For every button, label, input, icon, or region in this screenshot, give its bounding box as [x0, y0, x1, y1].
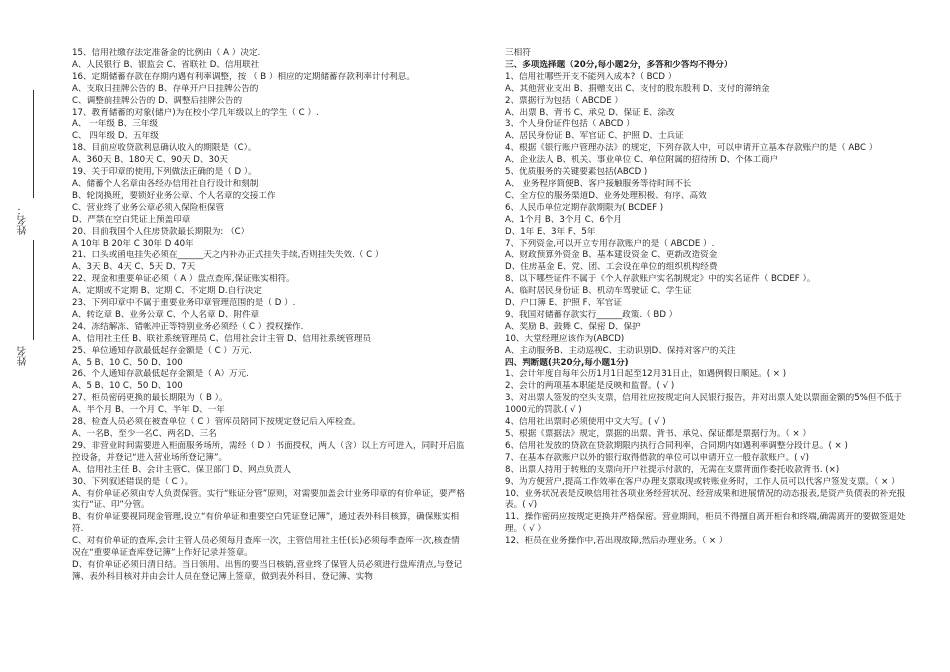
right-line: A、主动服务B、主动巡视C、主动识别D、保持对客户的关注	[505, 345, 736, 356]
right-line: 3、个人身份证件包括（ ABCD ）	[505, 119, 635, 130]
right-line: 1、会计年度自每年公历1月1日起至12月31日止，如遇例假日顺延。( × )	[505, 369, 787, 380]
right-line: 9、我国对储蓄存款实行______政策.（ BD ）	[505, 309, 678, 320]
left-line: A、半个月 B、一个月 C、半年 D、一年	[72, 405, 225, 416]
right-line: A、临时居民身份证 B、机动车驾驶证 C、学生证	[505, 286, 692, 297]
left-line: C、营业终了业务公章必须入保险柜保管	[72, 202, 225, 213]
left-line: A、3天 B、4天 C、5天 D、7天	[72, 262, 196, 273]
left-line: C、对有价单证的查库,会计主管人员必须每月查库一次，主管信用社主任(长)必须每季查库一次,核查情况在“重要单证查库登记簿”上作好记录并签章。	[72, 536, 460, 559]
right-line: 三、多项选择题（20分,每小题2分，多答和少答均不得分）	[505, 59, 733, 70]
left-line: A、有价单证必须由专人负责保管。实行“账证分管”原则，对需要加盖会计业务印章的有价单证，要严格实行“证、印”分管。	[72, 488, 465, 511]
left-line: 20、目前我国个人住房贷款最长期限为: （C）	[72, 226, 250, 237]
left-line: D、严禁在空白凭证上预盖印章	[72, 214, 191, 225]
left-line: 24、冻结解冻、错帐冲正等特别业务必须经（ C ）授权操作.	[72, 321, 304, 332]
right-line: A、奖励 B、鼓舞 C、保密 D、保护	[505, 321, 641, 332]
left-line: 19、关于印章的使用,下列做法正确的是（ D ）。	[72, 167, 257, 178]
right-line: A、1个月 B、3个月 C、6个月	[505, 214, 622, 225]
right-line: A、财政预算外资金 B、基本建设资金 C、更新改造资金	[505, 250, 718, 261]
left-line: A、定期或不定期 B、定期 C、不定期 D.自行决定	[72, 286, 263, 297]
right-line: 四、判断题(共20分,每小题1分)	[505, 357, 629, 368]
left-line: A、 一年级 B、三年级	[72, 119, 158, 130]
right-line: D、住房基金 E、党、团、工会设在单位的组织机构经费	[505, 262, 718, 273]
right-line: 6、信用社发放的贷款在贷款期限内执行合同利率，合同期内如遇利率调整分段计息。( × )	[505, 440, 848, 451]
left-line: C、 四年级 D、五年级	[72, 131, 159, 142]
right-line: D、1年 E、3年 F、5年	[505, 226, 596, 237]
left-line: A、360天 B、180天 C、90天 D、30天	[72, 155, 229, 166]
right-line: 10、大堂经理应该作为(ABCD)	[505, 333, 625, 344]
left-line: 27、柜员密码更换的最长期限为（ B ）。	[72, 393, 228, 404]
right-line: 5、根据《票据法》规定，票据的出票、背书、承兑、保证都是票据行为。（ × ）	[505, 429, 812, 439]
left-line: 28、检查人员必须在被查单位（ C ）管库员陪同下按规定登记后入库检查。	[72, 417, 361, 428]
right-line: 8、出票人持用于转账的支票向开户社提示付款的，无需在支票背面作委托收款背书. (×)	[505, 464, 840, 475]
right-line: 1、信用社哪些开支不能列入成本?（ BCD ）	[505, 71, 677, 82]
right-line: A、 业务程序简便B、客户接触服务等待时间不长	[505, 178, 692, 189]
left-line: 21、口头或函电挂失必须在______天之内补办正式挂失手续,否则挂失失效.（ C ）	[72, 250, 384, 261]
left-line: 26、个人通知存款最低起存金额是（ A）万元.	[72, 369, 249, 380]
right-line: 5、优质服务的关键要素包括(ABCD )	[505, 167, 648, 178]
right-line: D、户口簿 E、护照 F、军官证	[505, 298, 622, 309]
left-line: A、人民银行 B、银监会 C、省联社 D、信用联社	[72, 59, 260, 70]
right-line: 9、为方便营户,提高工作效率在客户办理支票取现或转账业务时，工作人员可以代客户签发支票。（ × ）	[505, 476, 900, 487]
right-column	[505, 48, 917, 548]
right-line: A、企业法人 B、机关、事业单位 C、单位附属的招待所 D、个体工商户	[505, 155, 779, 166]
right-line: A、居民身份证 B、军官证 C、护照 D、士兵证	[505, 131, 684, 142]
left-line: A、5 B、10 C、50 D、100	[72, 381, 183, 392]
left-line: 22、现金和重要单证必须（ A ）盘点查库,保证账实相符。	[72, 274, 295, 285]
margin-label-name-1: 姓名：	[18, 205, 29, 235]
margin-rule-2	[33, 240, 34, 340]
left-line: A、支取日挂牌公告的 B、存单开户日挂牌公告的	[72, 83, 259, 94]
right-line: 8、以下哪些证件不属于《个人存款账户实名制规定》中的实名证件（ BCDEF ）。	[505, 274, 816, 285]
right-line: 2、票据行为包括（ ABCDE ）	[505, 95, 623, 106]
left-line: 23、下列印章中不属于重要业务印章管理范围的是（ D ）.	[72, 298, 296, 309]
left-line: A、信用社主任 B、联社系统管理员 C、信用社会计主管 D、信用社系统管理员	[72, 333, 371, 344]
right-line: 4、根据《银行账户管理办法》的规定，下列存款人中，可以申请开立基本存款账户的是（ ABC ）	[505, 143, 878, 154]
right-line: 11、操作密码应按规定更换并严格保密。营业期间，柜员不得擅自离开柜台和终端,确需离开的要做签退处理。（ √ ）	[505, 512, 906, 535]
left-line: A 10年 B 20年 C 30年 D 40年	[72, 238, 194, 249]
left-line: 25、单位通知存款最低起存金额是（ C ）万元.	[72, 345, 252, 356]
left-line: 30、下列叙述错误的是（ C ）。	[72, 476, 194, 487]
right-line: 4、信用社出票时必须使用中文大写。( √ )	[505, 417, 666, 428]
left-line: B、轮岗换班，要锁好业务公章、个人名章的交接工作	[72, 190, 276, 201]
right-line: 7、在基本存款账户以外的银行取得借款的单位可以申请开立一般存款账户。( √)	[505, 452, 809, 463]
left-line: 16、定期储蓄存款在存期内遇有利率调整，按 （ B ）相应的定期储蓄存款利率计付利息。	[72, 71, 415, 82]
left-line: D、有价单证必须日清日结。当日领用、出售的要当日核销,营业终了保管人员必须进行盘库清点,与登记簿、表外科目核对并由会计人员在登记簿上签章，做到表外科目、登记簿、实物	[72, 559, 463, 582]
margin-rule-1	[33, 90, 34, 198]
left-line: C、调整前挂牌公告的 D、调整后挂牌公告的	[72, 95, 243, 106]
left-line: A、信用社主任 B、会计主管C、保卫部门 D、网点负责人	[72, 464, 291, 475]
left-line: A、储蓄个人名章由各经办信用社自行设计和刻制	[72, 178, 259, 189]
left-line: 18、目前应收贷款利息确认收入的期限是（C）。	[72, 143, 257, 154]
right-line: 7、下列资金,可以开立专用存款账户的是（ ABCDE ）.	[505, 238, 715, 249]
right-line: 3、对出票人签发的空头支票，信用社应按规定向人民银行报告，并对出票人处以票面金额的5%但不低于1000元的罚款.( √ )	[505, 393, 903, 416]
right-line: 10、业务状况表是反映信用社各项业务经营状况、经营成果和进展情况的动态报表,是资产负债表的补充报表。( √)	[505, 488, 906, 511]
right-line: 12、柜员在业务操作中,若出现故障,然后办理业务。（ × ）	[505, 536, 728, 547]
left-line: 15、信用社缴存法定准备金的比例由（ A ）决定.	[72, 48, 261, 58]
left-line: A、转讫章 B、业务公章 C、个人名章 D、附件章	[72, 309, 260, 320]
left-line: B、有价单证要视同现金管理,设立“有价单证和重要空白凭证登记簿”，通过表外科目核算，确保账实相符.	[72, 512, 460, 535]
left-line: 29、非营业时间需要进入柜面服务场所，需经（ D ）书面授权，两人（含）以上方可进入，同时开启监控设备，并登记“进入营业场所登记簿”。	[72, 440, 465, 463]
left-line: A、一名B、至少一名C、两名D、三名	[72, 429, 217, 439]
right-line: A、出票 B、背书 C、承兑 D、保证 E、涂改	[505, 107, 675, 118]
right-line: 2、会计的两项基本职能是反映和监督。( √ )	[505, 381, 675, 392]
margin-label-name-2: 姓名	[18, 346, 29, 366]
left-line: A、5 B、10 C、50 D、100	[72, 357, 183, 368]
right-line: A、其他营业支出 B、捐赠支出 C、支付的股东股利 D、支付的滞纳金	[505, 83, 770, 94]
right-line: C、全方位的服务渠道D、业务处理积极、有序、高效	[505, 190, 707, 201]
left-column	[72, 48, 467, 584]
right-line: 三相符	[505, 48, 531, 58]
left-line: 17、教育储蓄的对象(储户)为在校小学几年级以上的学生（ C ）.	[72, 107, 319, 118]
right-line: 6、人民币单位定期存款期限为( BCDEF )	[505, 202, 664, 213]
